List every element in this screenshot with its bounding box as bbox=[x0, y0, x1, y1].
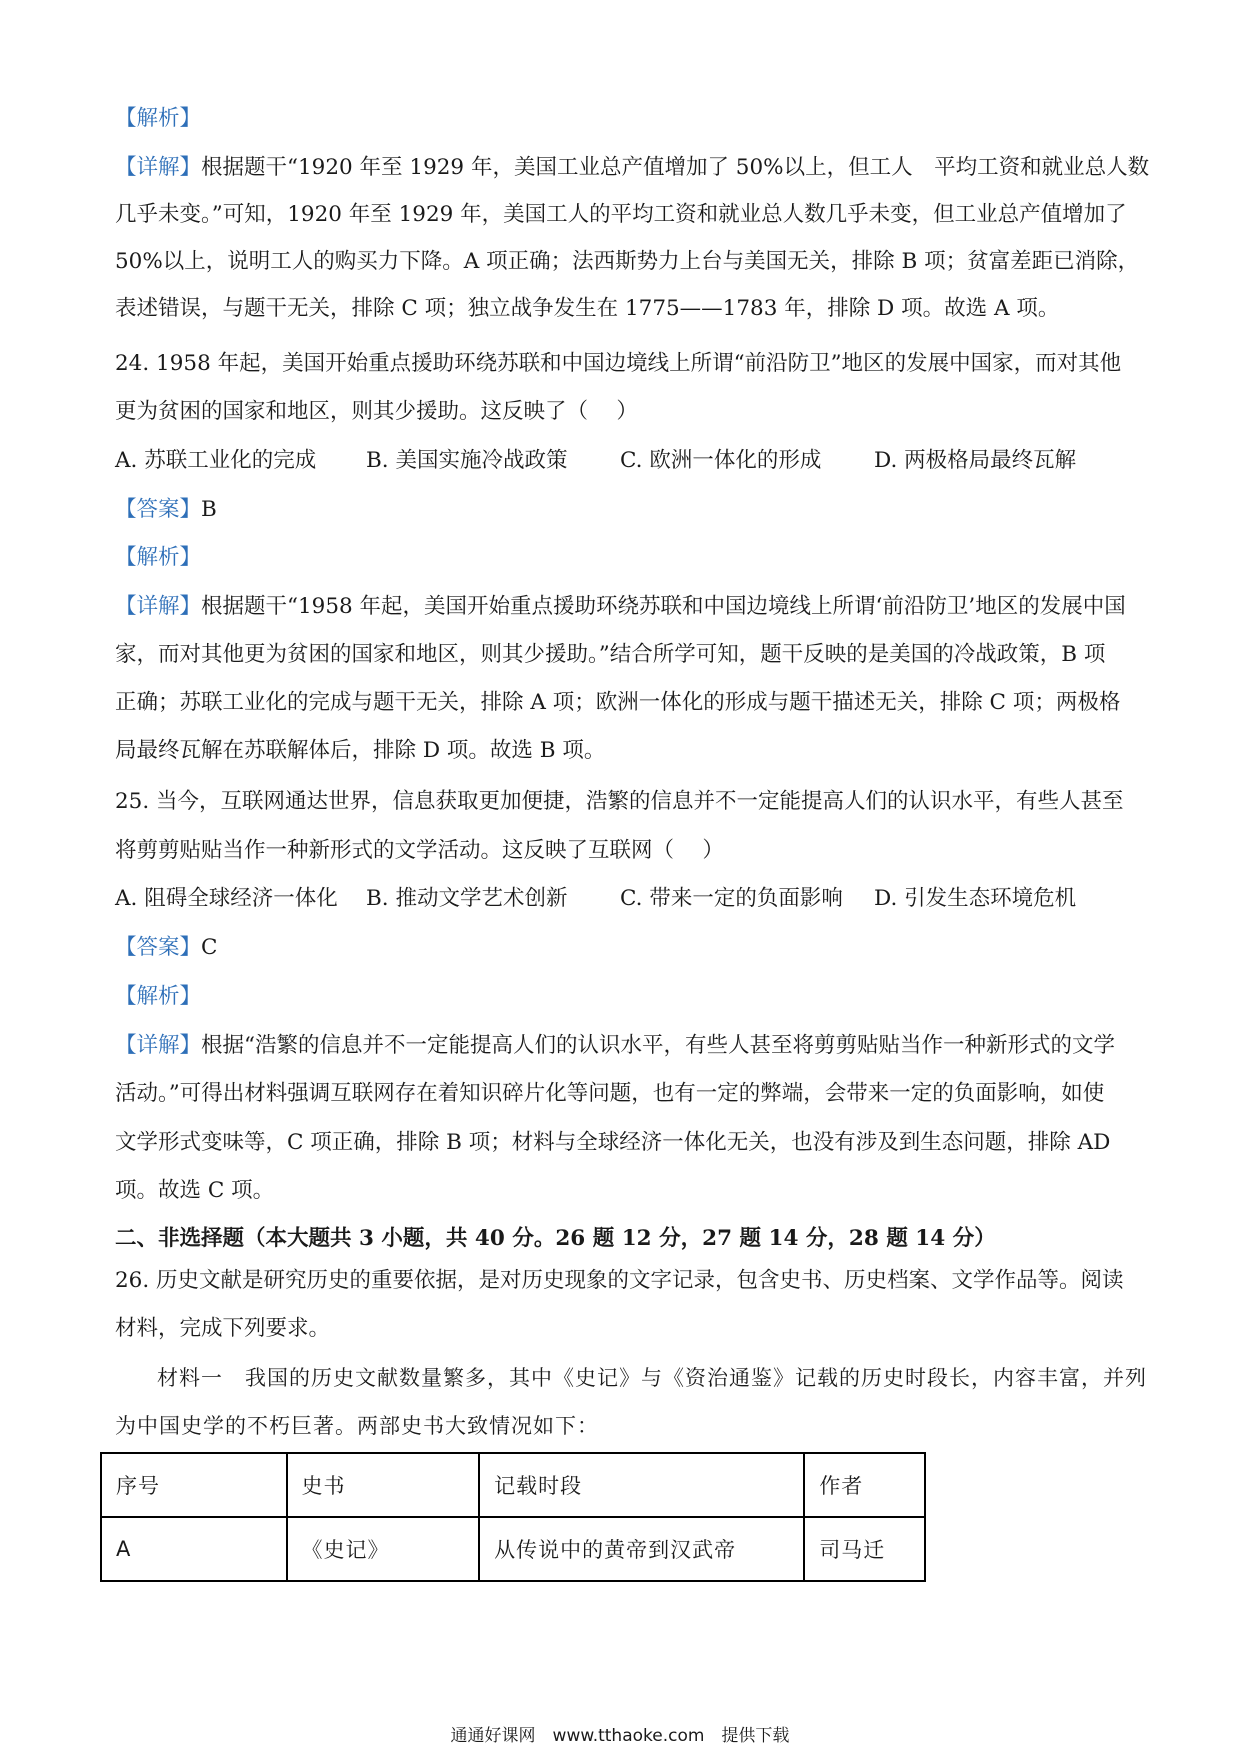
q24-answer-value: B bbox=[201, 497, 217, 522]
q25-stem-line-1: 25. 当今，互联网通达世界，信息获取更加便捷，浩繁的信息并不一定能提高人们的认识水平，有些人甚至 bbox=[115, 789, 1124, 814]
q24-answer-label: 【答案】 bbox=[115, 497, 202, 522]
q26-stem-line-2: 材料，完成下列要求。 bbox=[115, 1316, 331, 1341]
table-header-cell: 作者 bbox=[804, 1453, 925, 1517]
page-footer: 通通好课网 www.tthaoke.com 提供下载 bbox=[450, 1726, 790, 1746]
q24-xiangjie-line-2: 家，而对其他更为贫困的国家和地区，则其少援助。”结合所学可知，题干反映的是美国的冷战政策，B 项 bbox=[115, 642, 1106, 667]
q25-stem-line-2: 将剪剪贴贴当作一种新形式的文学活动。这反映了互联网（ ） bbox=[115, 838, 724, 863]
table-cell: 司马迁 bbox=[804, 1517, 925, 1581]
q25-xiangjie-label: 【详解】 bbox=[115, 1033, 202, 1058]
q25-answer-label: 【答案】 bbox=[115, 935, 202, 960]
q25-answer bbox=[115, 933, 217, 963]
table-row bbox=[101, 1517, 925, 1581]
q24-xiangjie-label: 【详解】 bbox=[115, 594, 202, 619]
q26-material-line-2: 为中国史学的不朽巨著。两部史书大致情况如下： bbox=[115, 1414, 599, 1438]
section-2-heading: 二、非选择题（本大题共 3 小题，共 40 分。26 题 12 分，27 题 14 分，28 题 14 分） bbox=[115, 1226, 996, 1251]
q23-xiangjie-line-3: 50%以上，说明工人的购买力下降。A 项正确；法西斯势力上台与美国无关，排除 B 项；贫富差距已消除， bbox=[115, 249, 1140, 274]
table-cell: 从传说中的黄帝到汉武帝 bbox=[479, 1517, 804, 1581]
q25-option-a: A. 阻碍全球经济一体化 bbox=[115, 886, 338, 911]
q24-jiexi-label: 【解析】 bbox=[115, 545, 202, 570]
q26-stem-line-1: 26. 历史文献是研究历史的重要依据，是对历史现象的文字记录，包含史书、历史档案、文学作品等。阅读 bbox=[115, 1268, 1124, 1293]
q23-xiangjie-line-4: 表述错误，与题干无关，排除 C 项；独立战争发生在 1775——1783 年，排除 D 项。故选 A 项。 bbox=[115, 296, 1060, 321]
q23-xiangjie-line-2: 几乎未变。”可知，1920 年至 1929 年，美国工人的平均工资和就业总人数几乎未变，但工业总产值增加了 bbox=[115, 202, 1127, 227]
q23-xiangjie-label: 【详解】 bbox=[115, 155, 202, 180]
q25-option-c: C. 带来一定的负面影响 bbox=[620, 886, 843, 911]
q25-xiangjie-line-3: 文学形式变味等，C 项正确，排除 B 项；材料与全球经济一体化无关，也没有涉及到生态问题，排除 AD bbox=[115, 1130, 1111, 1155]
q26-material-line-1: 材料一 我国的历史文献数量繁多，其中《史记》与《资治通鉴》记载的历史时段长，内容丰富，并列 bbox=[157, 1366, 1147, 1390]
q24-option-c: C. 欧洲一体化的形成 bbox=[620, 448, 822, 473]
q23-jiexi-label: 【解析】 bbox=[115, 106, 202, 131]
table-header-cell: 序号 bbox=[101, 1453, 287, 1517]
q25-option-d: D. 引发生态环境危机 bbox=[874, 886, 1077, 911]
q24-xiangjie-line-3: 正确；苏联工业化的完成与题干无关，排除 A 项；欧洲一体化的形成与题干描述无关，排除 C 项；两极格 bbox=[115, 690, 1121, 715]
q25-answer-value: C bbox=[201, 935, 218, 960]
table-header-row bbox=[101, 1453, 925, 1517]
q25-xiangjie-line-2: 活动。”可得出材料强调互联网存在着知识碎片化等问题，也有一定的弊端，会带来一定的负面影响，如使 bbox=[115, 1081, 1105, 1106]
q24-stem-line-2: 更为贫困的国家和地区，则其少援助。这反映了（ ） bbox=[115, 399, 638, 424]
q24-answer bbox=[115, 495, 217, 525]
history-books-table bbox=[100, 1452, 926, 1582]
q23-xiangjie-line-1: 【详解】根据题干“1920 年至 1929 年，美国工业总产值增加了 50%以上，但工人 平均工资和就业总人数 bbox=[115, 155, 1150, 180]
table-header-cell: 记载时段 bbox=[479, 1453, 804, 1517]
q25-xiangjie-line-1: 【详解】根据“浩繁的信息并不一定能提高人们的认识水平，有些人甚至将剪剪贴贴当作一种新形式的文学 bbox=[115, 1033, 1116, 1058]
q25-jiexi-label: 【解析】 bbox=[115, 984, 202, 1009]
q24-option-d: D. 两极格局最终瓦解 bbox=[874, 448, 1077, 473]
q25-xiangjie-line-4: 项。故选 C 项。 bbox=[115, 1178, 275, 1203]
q24-xiangjie-line-1: 【详解】根据题干“1958 年起，美国开始重点援助环绕苏联和中国边境线上所谓‘前沿防卫’地区的发展中国 bbox=[115, 594, 1126, 619]
table-cell: A bbox=[101, 1517, 287, 1581]
q24-option-b: B. 美国实施冷战政策 bbox=[366, 448, 568, 473]
q24-stem-line-1: 24. 1958 年起，美国开始重点援助环绕苏联和中国边境线上所谓“前沿防卫”地区的发展中国家，而对其他 bbox=[115, 351, 1122, 376]
table-cell: 《史记》 bbox=[287, 1517, 480, 1581]
q24-xiangjie-line-4: 局最终瓦解在苏联解体后，排除 D 项。故选 B 项。 bbox=[115, 738, 606, 763]
q25-option-b: B. 推动文学艺术创新 bbox=[366, 886, 568, 911]
table-header-cell: 史书 bbox=[287, 1453, 480, 1517]
q24-option-a: A. 苏联工业化的完成 bbox=[115, 448, 317, 473]
